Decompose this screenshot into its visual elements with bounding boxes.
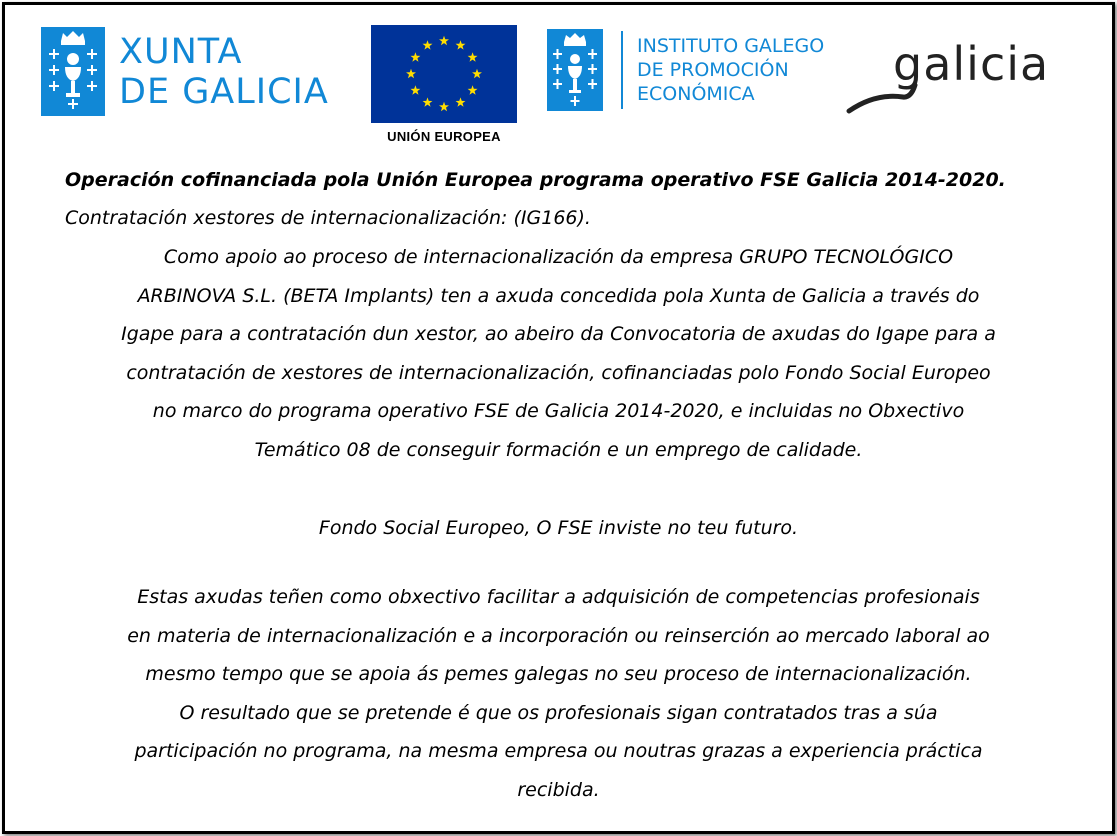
- eu-flag-icon: [371, 25, 517, 123]
- xunta-host: [67, 53, 79, 65]
- notice-headline: Operación cofinanciada pola Unión Europea programa operativo FSE Galicia 2014-2020.: [65, 169, 1006, 191]
- xunta-chalice-stem: [71, 81, 75, 93]
- galicia-logo: [845, 37, 1095, 119]
- paragraph-line: O resultado que se pretende é que os profesionais sigan contratados tras a súa: [179, 701, 938, 724]
- galicia-swash-icon: [845, 77, 955, 117]
- igape-divider: [621, 31, 623, 109]
- igape-shield-icon: [547, 29, 603, 111]
- galicia-wordmark: galicia: [893, 37, 1050, 91]
- notice-frame: [2, 2, 1115, 834]
- igape-name-line2: DE PROMOCIÓN: [637, 59, 789, 81]
- igape-chalice-stem: [573, 79, 577, 90]
- xunta-chalice-foot: [66, 93, 80, 97]
- paragraph-line: no marco do programa operativo FSE de Galicia 2014-2020, e incluidas no Obxectivo: [152, 400, 965, 423]
- igape-crown-base: [564, 42, 586, 46]
- paragraph-line: Como apoio ao proceso de internacionalización da empresa GRUPO TECNOLÓGICO: [163, 246, 954, 268]
- fse-slogan: Fondo Social Europeo, O FSE inviste no teu futuro.: [318, 517, 799, 539]
- paragraph-line: ARBINOVA S.L. (BETA Implants) ten a axuda concedida pola Xunta de Galicia a través do: [137, 284, 980, 307]
- paragraph-line: recibida.: [517, 778, 600, 801]
- igape-name-line3: ECONÓMICA: [637, 83, 755, 105]
- igape-host: [570, 54, 580, 64]
- paragraph-line: en materia de internacionalización e a incorporación ou reinserción ao mercado laboral ao: [127, 624, 990, 647]
- paragraph-line: Temático 08 de conseguir formación e un emprego de calidade.: [254, 438, 863, 461]
- igape-name-line1: INSTITUTO GALEGO: [637, 35, 825, 57]
- xunta-crown-base: [61, 41, 85, 45]
- notice-subtitle: Contratación xestores de internacionalización: (IG166).: [65, 207, 591, 229]
- notice-paragraph-1: [5, 238, 1112, 470]
- notice-paragraph-2: [5, 578, 1112, 810]
- paragraph-line: Igape para a contratación dun xestor, ao abeiro da Convocatoria de axudas do Igape para a: [121, 323, 996, 346]
- paragraph-line: participación no programa, na mesma empresa ou noutras grazas a experiencia práctica: [134, 740, 983, 763]
- union-europea-logo: [371, 25, 517, 153]
- xunta-name-line2: DE GALICIA: [119, 72, 329, 112]
- xunta-name-line1: XUNTA: [119, 32, 243, 72]
- igape-chalice-foot: [569, 90, 581, 93]
- igape-logo: [547, 29, 847, 115]
- paragraph-line: Estas axudas teñen como obxectivo facilitar a adquisición de competencias profesionais: [137, 586, 980, 608]
- xunta-shield-icon: [41, 27, 105, 116]
- eu-caption: UNIÓN EUROPEA: [387, 129, 501, 144]
- paragraph-line: mesmo tempo que se apoia ás pemes galegas no seu proceso de internacionalización.: [145, 663, 972, 686]
- xunta-de-galicia-logo: [41, 27, 361, 117]
- paragraph-line: contratación de xestores de internacionalización, cofinanciadas polo Fondo Social Europeo: [126, 361, 991, 384]
